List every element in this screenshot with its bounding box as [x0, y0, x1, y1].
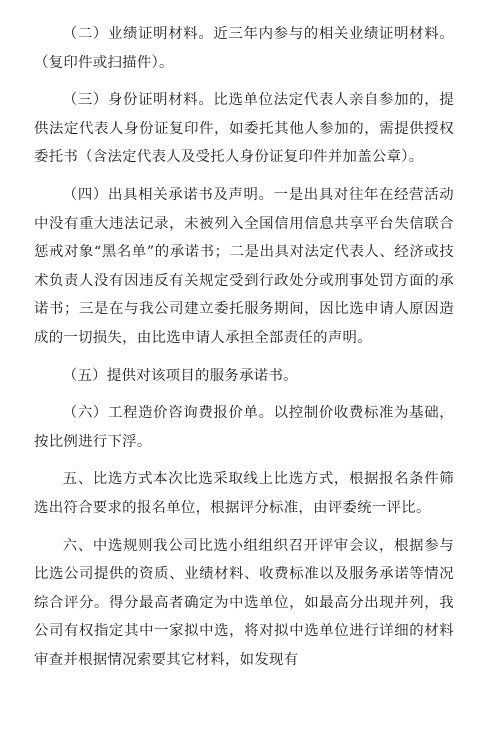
- paragraph-commitments: （四）出具相关承诺书及声明。一是出具对往年在经营活动中没有重大违法记录，未被列入全国信用信息共享平台失信联合惩戒对象“黑名单”的承诺书；二是出具对法定代表人、经济或技术负责人没有因违反有关规定受到行政处分或刑事处罚方面的承诺书；三是在与我公司建立委托服务期间，因比选申请人原因造成的一切损失，由比选申请人承担全部责任的声明。: [34, 186, 454, 346]
- paragraph-quotation: （六）工程造价咨询费报价单。以控制价收费标准为基础，按比例进行下浮。: [34, 405, 454, 450]
- paragraph-selection-rules: 六、中选规则我公司比选小组组织召开评审会议，根据参与比选公司提供的资质、业绩材料、收费标准以及服务承诺等情况综合评分。得分最高者确定为中选单位，如最高分出现并列，我公司有权指定其中一家拟中选，将对拟中选单位进行详细的材料审查并根据情况索要其它材料，如发现有: [34, 537, 454, 668]
- paragraph-identity-materials: （三）身份证明材料。比选单位法定代表人亲自参加的，提供法定代表人身份证复印件，如委托其他人参加的，需提供授权委托书（含法定代表人及受托人身份证复印件并加盖公章）。: [34, 92, 454, 166]
- paragraph-performance-materials: （二）业绩证明材料。近三年内参与的相关业绩证明材料。（复印件或扫描件）。: [34, 26, 454, 71]
- paragraph-service-commitment: （五）提供对该项目的服务承诺书。: [62, 367, 298, 384]
- paragraph-selection-method: 五、比选方式本次比选采取线上比选方式，根据报名条件筛选出符合要求的报名单位，根据评分标准，由评委统一评比。: [34, 471, 454, 516]
